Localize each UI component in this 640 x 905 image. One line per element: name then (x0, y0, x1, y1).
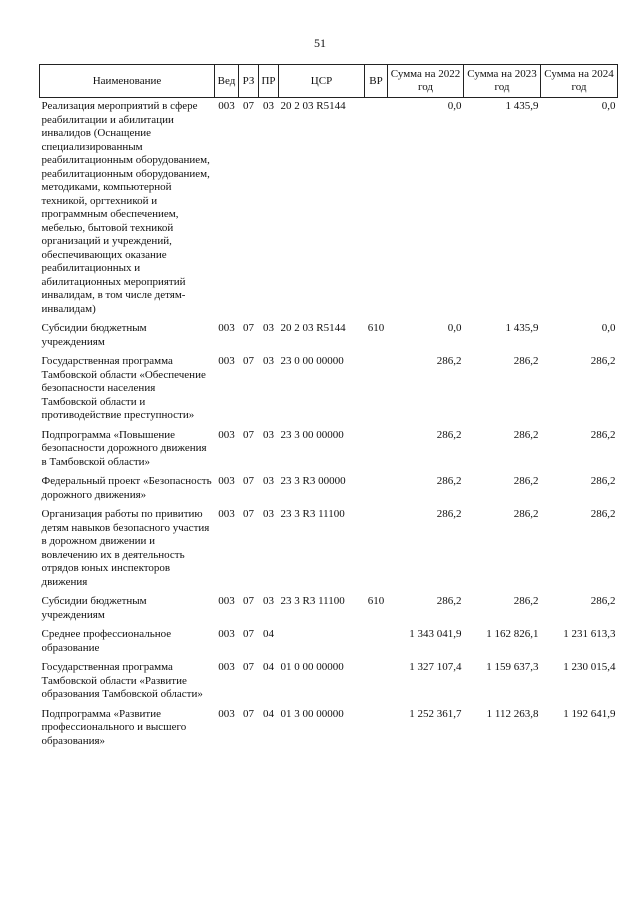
page-number: 51 (314, 36, 326, 50)
row-vr (365, 98, 388, 321)
row-name: Подпрограмма «Повышение безопасности дорожного движения в Тамбовской области» (41, 428, 207, 468)
header-vr: ВР (365, 65, 388, 98)
row-csr: 01 0 00 00000 (280, 661, 344, 673)
row-rz: 07 (243, 322, 254, 334)
row-sum-2022: 286,2 (436, 475, 462, 487)
row-sum-2024: 286,2 (590, 508, 616, 520)
row-vr (365, 473, 388, 506)
table-row (40, 353, 618, 427)
row-pr: 03 (263, 100, 274, 112)
table-row (40, 706, 618, 753)
header-csr: ЦСР (279, 65, 365, 98)
row-rz: 07 (243, 508, 254, 520)
row-rz: 07 (243, 661, 254, 673)
table-row (40, 473, 618, 506)
row-pr: 03 (263, 475, 274, 487)
row-sum-2022: 0,0 (447, 322, 462, 334)
row-pr: 04 (263, 661, 274, 673)
row-sum-2023: 1 435,9 (505, 100, 539, 112)
row-csr: 23 3 R3 11100 (280, 595, 345, 607)
row-name: Среднее профессиональное образование (41, 628, 172, 654)
table-row (40, 320, 618, 353)
row-name: Реализация мероприятий в сфере реабилитации и абилитации инвалидов (Оснащение специализированным реабилитационным оборудованием, реабилитационным оборудованием, методиками, компьютерной техникой, оргтехникой и программным обеспечением, мебелью, бытовой техникой организаций и учреждений, обеспечивающих оказание реабилитационных и абилитационных мероприятий инвалидам, в том числе детям-инвалидам) (41, 100, 210, 315)
row-sum-2023: 286,2 (513, 475, 539, 487)
row-pr: 03 (263, 322, 274, 334)
row-ved: 003 (218, 355, 235, 367)
row-ved: 003 (218, 595, 235, 607)
row-ved: 003 (218, 508, 235, 520)
row-pr: 03 (263, 428, 274, 441)
row-sum-2022: 1 327 107,4 (409, 661, 462, 673)
row-sum-2023: 1 159 637,3 (486, 661, 539, 673)
row-sum-2022: 286,2 (436, 508, 462, 520)
table-row (40, 626, 618, 659)
header-sum-2023: Сумма на 2023 год (464, 65, 541, 98)
row-sum-2022: 286,2 (436, 428, 462, 441)
row-sum-2024: 0,0 (601, 100, 616, 112)
row-sum-2022: 0,0 (447, 100, 462, 112)
row-sum-2023: 286,2 (513, 508, 539, 520)
row-csr (279, 626, 365, 659)
row-rz: 07 (243, 628, 254, 640)
row-ved: 003 (218, 428, 235, 441)
row-name: Подпрограмма «Развитие профессионального и высшего образования» (41, 707, 187, 747)
row-csr: 20 2 03 R5144 (280, 322, 346, 334)
header-pr: ПР (259, 65, 279, 98)
row-vr: 610 (367, 322, 385, 334)
header-sum-2024: Сумма на 2024 год (541, 65, 618, 98)
row-ved: 003 (218, 475, 235, 487)
row-csr: 23 3 R3 11100 (280, 508, 345, 520)
row-sum-2023: 1 162 826,1 (486, 628, 539, 640)
row-name: Субсидии бюджетным учреждениям (41, 595, 147, 621)
row-vr (365, 506, 388, 593)
row-rz: 07 (243, 475, 254, 487)
row-name: Организация работы по привитию детям навыков безопасного участия в дорожном движении и вовлечению их в деятельность отрядов юных инспекторов движения (41, 508, 210, 588)
table-row (40, 427, 618, 474)
row-sum-2023: 286,2 (513, 355, 539, 367)
row-sum-2022: 1 252 361,7 (409, 707, 462, 720)
row-csr: 01 3 00 00000 (280, 707, 344, 720)
row-sum-2023: 1 112 263,8 (486, 707, 539, 720)
table-row (40, 659, 618, 706)
row-vr (365, 706, 388, 753)
row-name: Государственная программа Тамбовской области «Обеспечение безопасности населения Тамбовской области и противодействие преступности» (41, 355, 206, 421)
row-pr: 03 (263, 595, 274, 607)
row-sum-2022: 286,2 (436, 355, 462, 367)
row-sum-2024: 286,2 (590, 428, 616, 441)
row-ved: 003 (218, 661, 235, 673)
table-row (40, 506, 618, 593)
row-rz: 07 (243, 428, 254, 441)
row-ved: 003 (218, 100, 235, 112)
table-header-row (40, 65, 618, 98)
row-sum-2024: 286,2 (590, 355, 616, 367)
table-row (40, 98, 618, 321)
row-rz: 07 (243, 100, 254, 112)
row-rz: 07 (243, 355, 254, 367)
row-name: Субсидии бюджетным учреждениям (41, 322, 147, 348)
row-csr: 23 0 00 00000 (280, 355, 344, 367)
row-sum-2024: 1 231 613,3 (563, 628, 616, 640)
row-sum-2024: 286,2 (590, 475, 616, 487)
row-sum-2023: 286,2 (513, 428, 539, 441)
row-vr (365, 353, 388, 427)
row-pr: 03 (263, 508, 274, 520)
row-vr (365, 427, 388, 474)
table-body (40, 98, 618, 753)
header-rz: РЗ (239, 65, 259, 98)
row-rz: 07 (243, 707, 254, 720)
row-ved: 003 (218, 322, 235, 334)
row-sum-2024: 286,2 (590, 595, 616, 607)
row-sum-2024: 1 192 641,9 (563, 707, 616, 720)
header-sum-2022: Сумма на 2022 год (388, 65, 464, 98)
row-ved: 003 (218, 707, 235, 720)
row-pr: 04 (263, 628, 274, 640)
row-ved: 003 (218, 628, 235, 640)
row-sum-2024: 0,0 (601, 322, 616, 334)
row-name: Федеральный проект «Безопасность дорожного движения» (41, 475, 212, 501)
row-sum-2022: 286,2 (436, 595, 462, 607)
row-pr: 04 (263, 707, 274, 720)
table-row (40, 593, 618, 626)
row-csr: 20 2 03 R5144 (280, 100, 346, 112)
row-vr: 610 (367, 595, 385, 607)
row-csr: 23 3 00 00000 (280, 428, 344, 441)
row-sum-2022: 1 343 041,9 (409, 628, 462, 640)
row-name: Государственная программа Тамбовской области «Развитие образования Тамбовской области» (41, 661, 203, 700)
row-csr: 23 3 R3 00000 (280, 475, 346, 487)
row-vr (365, 626, 388, 659)
row-vr (365, 659, 388, 706)
header-ved: Вед (215, 65, 239, 98)
row-sum-2023: 286,2 (513, 595, 539, 607)
row-sum-2023: 1 435,9 (505, 322, 539, 334)
row-pr: 03 (263, 355, 274, 367)
row-sum-2024: 1 230 015,4 (563, 661, 616, 673)
budget-table (39, 64, 618, 752)
row-rz: 07 (243, 595, 254, 607)
header-name: Наименование (40, 65, 215, 98)
